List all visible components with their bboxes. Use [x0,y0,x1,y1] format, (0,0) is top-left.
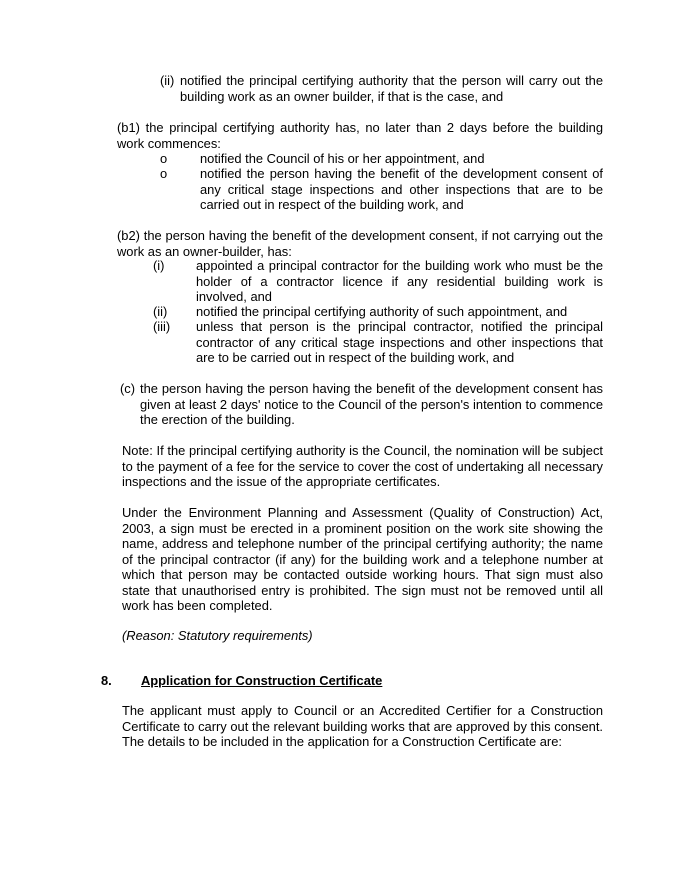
clause-c-text: the person having the person having the benefit of the development consent has given at least 2 days' notice to the Council of the person's intention to commence the erection of the building. [140,381,603,427]
list-item-text: appointed a principal contractor for the building work who must be the holder of a contractor licence if any residential building work is involved, and [196,258,603,304]
section-number: 8. [101,673,112,688]
list-item-ii [153,304,603,320]
note-paragraph: Note: If the principal certifying authority is the Council, the nomination will be subject to the payment of a fee for the service to cover the cost of undertaking all necessary inspections and the issue of the appropriate certificates. [122,443,603,489]
section-title: Application for Construction Certificate [141,673,383,688]
list-item-text: notified the principal certifying authority of such appointment, and [196,304,568,319]
list-item-iii [153,319,603,366]
bullet-marker: o [160,151,168,166]
clause-c [120,381,603,428]
signage-paragraph: Under the Environment Planning and Assessment (Quality of Construction) Act, 2003, a sign must be erected in a prominent position on the work site showing the name, address and telephone number of the principal certifying authority; the name of the principal contractor (if any) for the building work and a telephone number at which that person may be contacted outside working hours. That sign must also state that unauthorised entry is prohibited. The sign must not be removed until all work has been completed. [122,505,603,613]
list-item-label: (iii) [153,319,171,334]
list-item-ii-owner-builder [160,73,603,105]
list-item-label: (ii) [160,73,175,88]
bullet-item [160,151,603,167]
bullet-text: notified the person having the benefit of the development consent of any critical stage inspections and other inspections that are to be carried out in respect of the building work, and [200,166,603,212]
clause-c-label: (c) [120,381,136,396]
list-item-i [153,258,603,305]
section-body: The applicant must apply to Council or an Accredited Certifier for a Construction Certificate to carry out the relevant building works that are approved by this consent. The details to be included in the application for a Construction Certificate are: [122,703,603,749]
list-item-label: (i) [153,258,165,273]
bullet-item [160,166,603,213]
reason-text: (Reason: Statutory requirements) [122,628,313,643]
bullet-text: notified the Council of his or her appointment, and [200,151,485,166]
clause-b2-intro: (b2) the person having the benefit of the development consent, if not carrying out the work as an owner-builder, has: [117,228,603,259]
bullet-marker: o [160,166,168,181]
list-item-text: notified the principal certifying authority that the person will carry out the building work as an owner builder, if that is the case, and [180,73,603,104]
list-item-text: unless that person is the principal contractor, notified the principal contractor of any critical stage inspections and other inspections that are to be carried out in respect of the building work, and [196,319,603,365]
clause-b1-intro: (b1) the principal certifying authority has, no later than 2 days before the building work commences: [117,120,603,151]
list-item-label: (ii) [153,304,168,319]
